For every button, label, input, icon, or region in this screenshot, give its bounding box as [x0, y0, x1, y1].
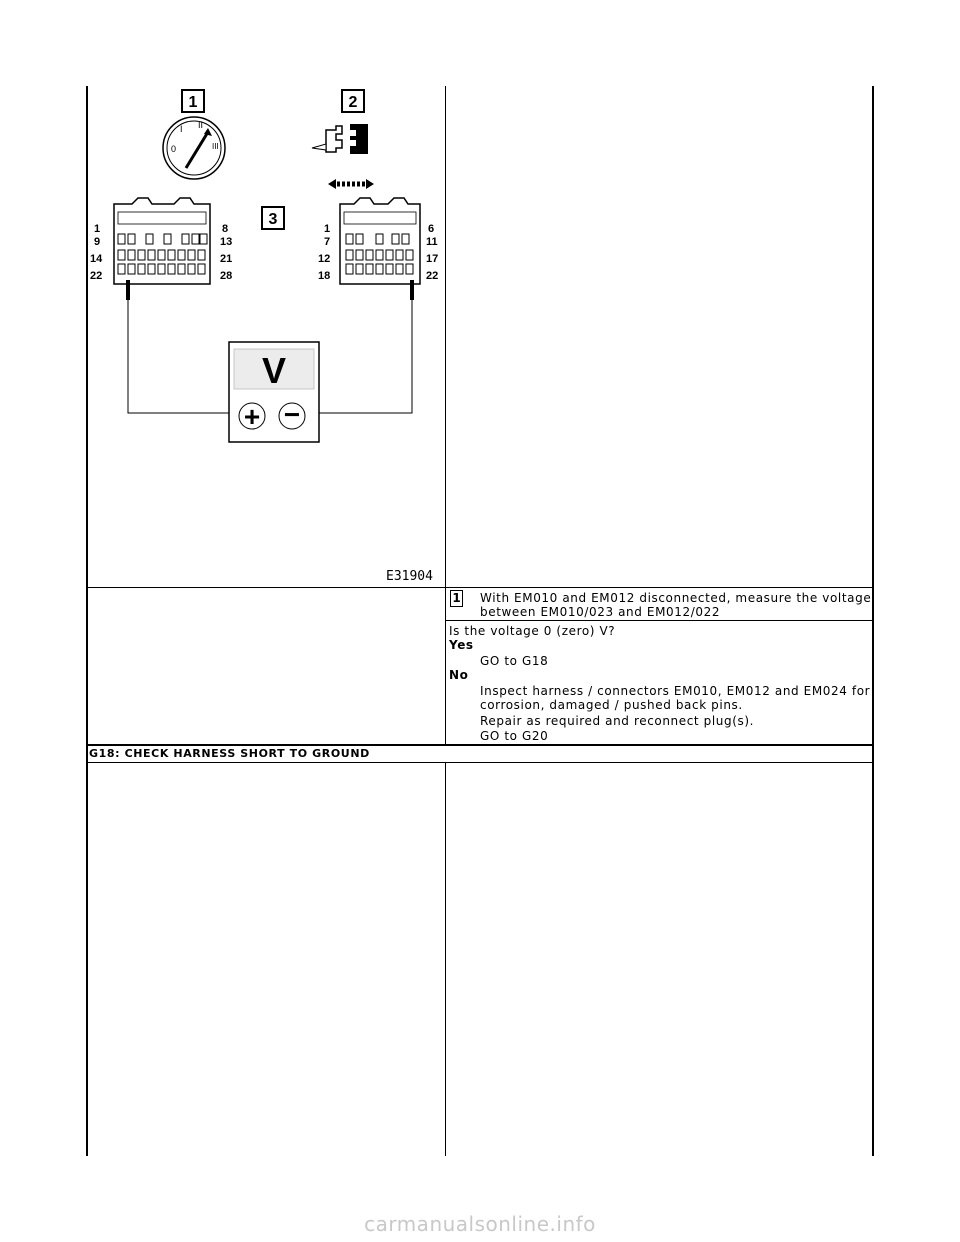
ignition-mark-0: 0 — [171, 144, 177, 154]
connector-em012-icon — [318, 198, 438, 284]
row-divider-step — [445, 620, 874, 621]
answer-yes-label: Yes — [449, 638, 474, 652]
answer-no-label: No — [449, 668, 469, 682]
callout-label-1: 1 — [188, 94, 198, 111]
row-divider-section — [86, 762, 874, 763]
answer-no-line-1: Inspect harness / connectors EM010, EM012 and EM024 for — [480, 684, 871, 698]
callout-label-3: 3 — [268, 211, 278, 228]
right-pin-7: 7 — [324, 236, 331, 248]
answer-no-line-2: corrosion, damaged / pushed back pins. — [480, 698, 743, 712]
callout-label-2: 2 — [348, 94, 358, 111]
right-pin-11: 11 — [426, 236, 438, 248]
left-pin-1: 1 — [94, 223, 101, 235]
question-text: Is the voltage 0 (zero) V? — [449, 624, 616, 638]
plug-disconnect-icon — [312, 124, 374, 189]
connector-em010-icon — [90, 198, 232, 284]
left-pin-21: 21 — [220, 253, 233, 265]
left-pin-28: 28 — [220, 270, 233, 282]
right-pin-1: 1 — [324, 223, 331, 235]
ignition-switch-icon — [163, 117, 225, 179]
connector-voltage-diagram — [88, 86, 444, 586]
answer-no-line-3: Repair as required and reconnect plug(s). — [480, 714, 755, 728]
step-number-box: 1 — [450, 590, 463, 607]
meter-minus-label: − — [283, 399, 301, 430]
ignition-mark-1: I — [180, 124, 183, 134]
voltmeter-icon — [229, 342, 319, 442]
meter-label: V — [261, 350, 287, 391]
left-pin-14: 14 — [90, 253, 103, 265]
table-middle-divider-bottom — [445, 763, 446, 1156]
left-pin-9: 9 — [94, 236, 101, 248]
ignition-mark-2: II — [198, 120, 204, 130]
section-title: G18: CHECK HARNESS SHORT TO GROUND — [89, 747, 370, 760]
step-instruction-line-2: between EM010/023 and EM012/022 — [480, 605, 721, 619]
row-divider-figure — [86, 587, 874, 588]
figure-id: E31904 — [386, 569, 433, 584]
ignition-mark-3: III — [212, 142, 219, 151]
right-pin-17: 17 — [426, 253, 439, 265]
right-pin-18: 18 — [318, 270, 331, 282]
answer-yes-action[interactable]: GO to G18 — [480, 654, 549, 668]
table-right-border — [872, 86, 874, 1156]
step-instruction-line-1: With EM010 and EM012 disconnected, measure the voltage — [480, 591, 872, 605]
right-pin-6: 6 — [428, 223, 435, 235]
right-pin-22: 22 — [426, 270, 439, 282]
watermark-text: carmanualsonline.info — [364, 1212, 596, 1236]
left-pin-8: 8 — [222, 223, 229, 235]
right-pin-12: 12 — [318, 253, 331, 265]
left-pin-13: 13 — [220, 236, 233, 248]
left-pin-22: 22 — [90, 270, 103, 282]
row-divider-question — [86, 744, 874, 746]
table-middle-divider-top — [445, 86, 446, 745]
meter-plus-label: + — [243, 401, 261, 432]
answer-no-action[interactable]: GO to G20 — [480, 729, 549, 743]
